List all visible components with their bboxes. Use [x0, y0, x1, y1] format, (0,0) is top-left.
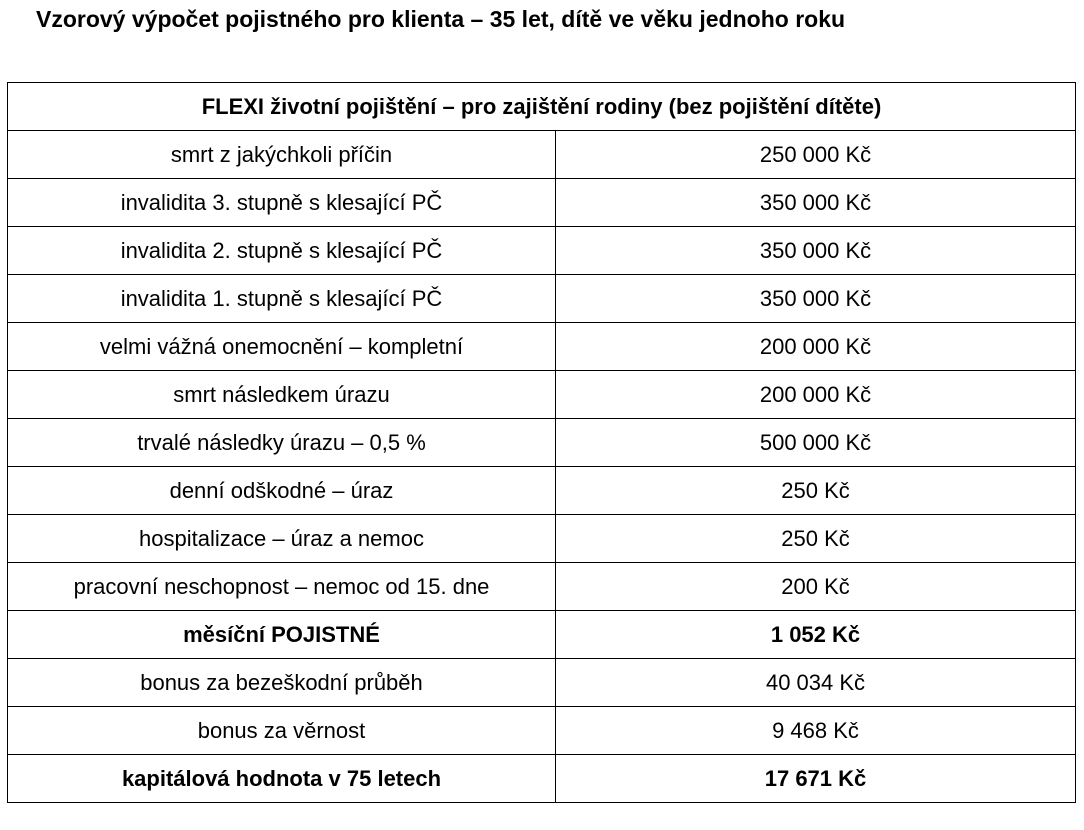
table-row: [8, 275, 1076, 323]
table-row: [8, 419, 1076, 467]
table-row: [8, 515, 1076, 563]
row-label: bonus za věrnost: [8, 707, 556, 755]
row-value: 200 000 Kč: [556, 371, 1076, 419]
document-title: Vzorový výpočet pojistného pro klienta – 35 let, dítě ve věku jednoho roku: [36, 6, 846, 32]
row-label: bonus za bezeškodní průběh: [8, 659, 556, 707]
row-label: trvalé následky úrazu – 0,5 %: [8, 419, 556, 467]
row-value: 17 671 Kč: [556, 755, 1076, 803]
table-row: [8, 563, 1076, 611]
row-value: 350 000 Kč: [556, 179, 1076, 227]
table-body: [8, 83, 1076, 803]
row-label: denní odškodné – úraz: [8, 467, 556, 515]
row-label: invalidita 3. stupně s klesající PČ: [8, 179, 556, 227]
table-header: FLEXI životní pojištění – pro zajištění rodiny (bez pojištění dítěte): [8, 83, 1076, 131]
row-value: 350 000 Kč: [556, 227, 1076, 275]
table-row: [8, 323, 1076, 371]
table-row: [8, 707, 1076, 755]
row-label: kapitálová hodnota v 75 letech: [8, 755, 556, 803]
row-value: 500 000 Kč: [556, 419, 1076, 467]
table-row: [8, 371, 1076, 419]
row-label: invalidita 1. stupně s klesající PČ: [8, 275, 556, 323]
row-label: invalidita 2. stupně s klesající PČ: [8, 227, 556, 275]
premium-table: [7, 82, 1076, 803]
row-label: měsíční POJISTNÉ: [8, 611, 556, 659]
row-label: velmi vážná onemocnění – kompletní: [8, 323, 556, 371]
table-row: [8, 611, 1076, 659]
table-row: [8, 179, 1076, 227]
row-label: hospitalizace – úraz a nemoc: [8, 515, 556, 563]
row-value: 40 034 Kč: [556, 659, 1076, 707]
row-value: 250 Kč: [556, 467, 1076, 515]
row-value: 200 000 Kč: [556, 323, 1076, 371]
row-value: 1 052 Kč: [556, 611, 1076, 659]
row-value: 350 000 Kč: [556, 275, 1076, 323]
row-value: 250 000 Kč: [556, 131, 1076, 179]
row-label: smrt z jakýchkoli příčin: [8, 131, 556, 179]
table-header-row: [8, 83, 1076, 131]
row-label: smrt následkem úrazu: [8, 371, 556, 419]
row-value: 250 Kč: [556, 515, 1076, 563]
table-row: [8, 227, 1076, 275]
row-label: pracovní neschopnost – nemoc od 15. dne: [8, 563, 556, 611]
row-value: 200 Kč: [556, 563, 1076, 611]
row-value: 9 468 Kč: [556, 707, 1076, 755]
table-row: [8, 659, 1076, 707]
table-row: [8, 467, 1076, 515]
table-row: [8, 131, 1076, 179]
table-row: [8, 755, 1076, 803]
